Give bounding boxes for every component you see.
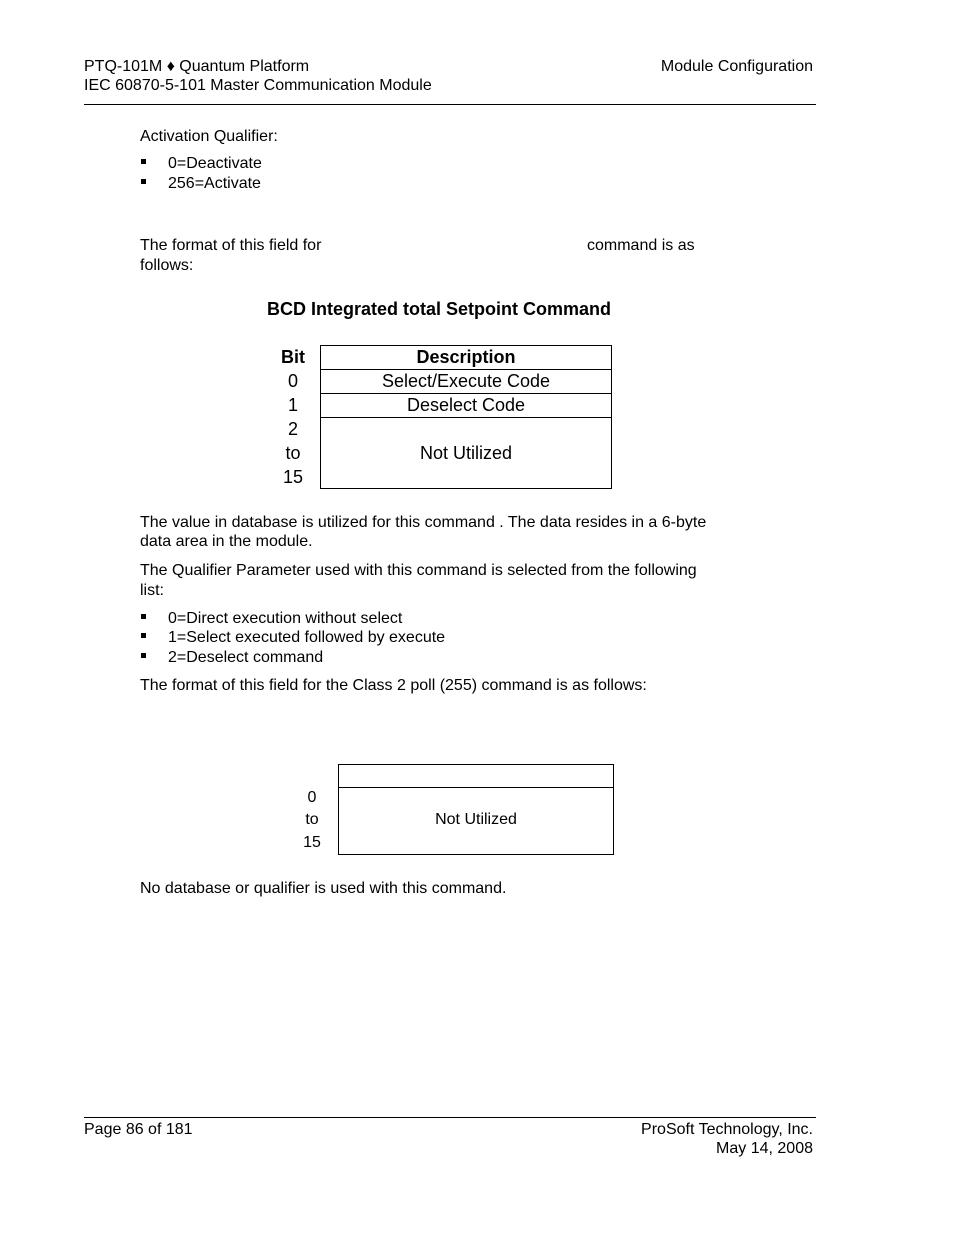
bit-label: 1 (287, 395, 298, 415)
list-item: 1=Select executed followed by execute (168, 629, 446, 646)
footer-company: ProSoft Technology, Inc. (641, 1121, 813, 1138)
bit-label: 2 (287, 419, 298, 439)
list-item: 0=Direct execution without select (168, 610, 403, 627)
format-intro-follows: follows: (140, 257, 194, 274)
database-paragraph-line: data area in the module. (140, 533, 313, 550)
bullet-marker (141, 159, 146, 164)
list-item: 2=Deselect command (168, 649, 324, 666)
header-product-line: PTQ-101M ♦ Quantum Platform (84, 58, 310, 75)
class2-paragraph: The format of this field for the Class 2 poll (255) command is as follows: (140, 677, 647, 694)
header-section: Module Configuration (660, 58, 813, 75)
bit-label: to (305, 811, 319, 828)
footer-date: May 14, 2008 (716, 1140, 813, 1157)
database-paragraph-line: The value in database is utilized for this command . The data resides in a 6-byte (140, 514, 707, 531)
format-intro-end: command is as (587, 237, 695, 254)
description-cell: Not Utilized (435, 811, 517, 828)
bit-label: 15 (303, 834, 321, 851)
bullet-marker (141, 633, 146, 638)
table-title: BCD Integrated total Setpoint Command (267, 299, 612, 319)
description-cell: Select/Execute Code (381, 371, 551, 391)
bullet-marker (141, 653, 146, 658)
footer-rule (84, 1117, 816, 1118)
page-number: Page 86 of 181 (84, 1121, 193, 1138)
description-column-header: Description (416, 347, 516, 367)
activation-qualifier-label: Activation Qualifier: (140, 128, 278, 145)
header-rule (84, 104, 816, 105)
list-item: 256=Activate (168, 175, 261, 192)
bit-label: 0 (307, 789, 317, 806)
table-header-cell (338, 764, 614, 788)
description-cell: Deselect Code (406, 395, 526, 415)
qualifier-paragraph-line: list: (140, 582, 164, 599)
header-module-line: IEC 60870-5-101 Master Communication Module (84, 77, 432, 94)
bit-label: 15 (282, 467, 304, 487)
bit-label: 0 (287, 371, 298, 391)
bullet-marker (141, 614, 146, 619)
bit-column-header: Bit (281, 347, 305, 367)
list-item: 0=Deactivate (168, 155, 262, 172)
description-cell: Not Utilized (419, 443, 513, 463)
closing-paragraph: No database or qualifier is used with this command. (140, 880, 507, 897)
bit-label: to (285, 443, 301, 463)
format-intro-start: The format of this field for (140, 237, 322, 254)
qualifier-paragraph-line: The Qualifier Parameter used with this command is selected from the following (140, 562, 697, 579)
bullet-marker (141, 179, 146, 184)
